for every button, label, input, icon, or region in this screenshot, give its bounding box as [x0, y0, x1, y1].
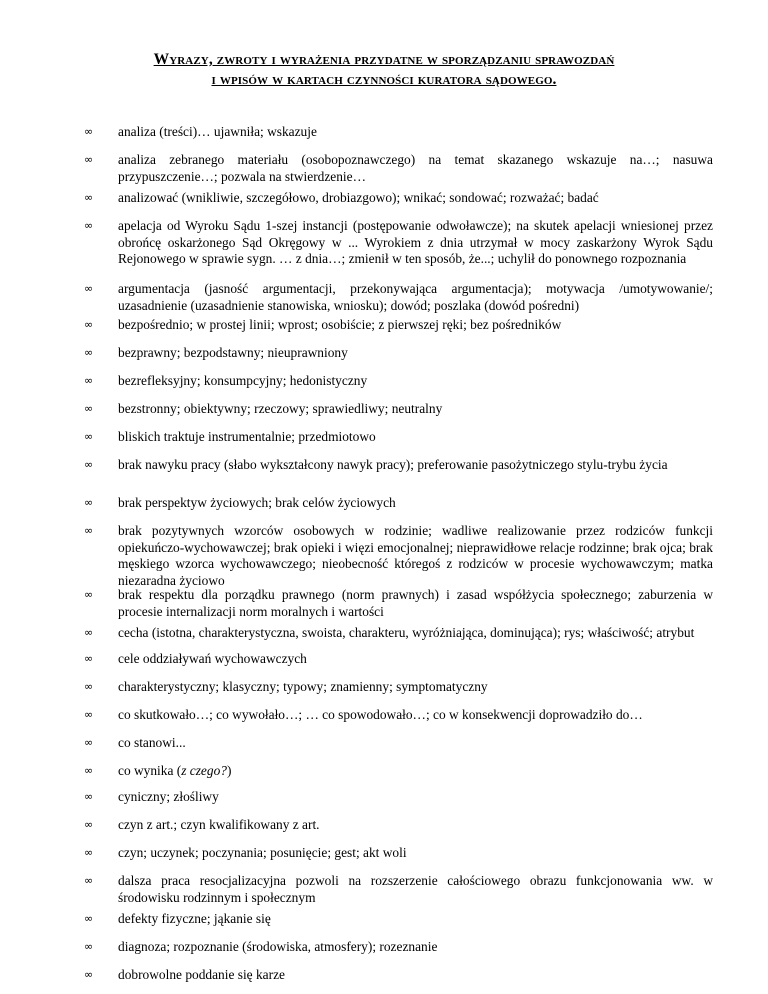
bullet-icon: ∞: [84, 402, 94, 415]
document-title-line-1: Wyrazy, zwroty i wyrażenia przydatne w sporządzaniu sprawozdań: [153, 51, 615, 68]
list-item: brak perspektyw życiowych; brak celów życiowych: [118, 495, 396, 510]
bullet-icon: ∞: [84, 680, 94, 693]
bullet-icon: ∞: [84, 940, 94, 953]
list-item: czyn; uczynek; poczynania; posunięcie; gest; akt woli: [118, 845, 407, 860]
bullet-icon: ∞: [84, 153, 94, 166]
bullet-icon: ∞: [84, 912, 94, 925]
bullet-icon: ∞: [84, 588, 94, 601]
bullet-icon: ∞: [84, 374, 94, 387]
bullet-icon: ∞: [84, 708, 94, 721]
list-item: dalsza praca resocjalizacyjna pozwoli na rozszerzenie całościowego obrazu funkcjonowania ww. w środowisku rodzinnym i społecznym: [118, 873, 713, 905]
bullet-icon: ∞: [84, 219, 94, 232]
bullet-icon: ∞: [84, 318, 94, 331]
bullet-icon: ∞: [84, 736, 94, 749]
list-item: analiza (treści)… ujawniła; wskazuje: [118, 124, 317, 139]
list-item: brak pozytywnych wzorców osobowych w rodzinie; wadliwe realizowanie przez rodziców funkcji opiekuńczo-wychowawczej; brak opieki i więzi emocjonalnej; nieprawidłowe relacje rodzinne; brak ojca; brak męskiego wzorca wychowawczego; nieobecność któregoś z rodziców w procesie wychowawczym; matka niezaradna życiowo: [118, 523, 713, 588]
list-item: co wynika (z czego?): [118, 763, 232, 778]
bullet-icon: ∞: [84, 125, 94, 138]
bullet-icon: ∞: [84, 818, 94, 831]
list-item: bezprawny; bezpodstawny; nieuprawniony: [118, 345, 348, 360]
list-item: diagnoza; rozpoznanie (środowiska, atmosfery); rozeznanie: [118, 939, 438, 954]
list-item: brak nawyku pracy (słabo wykształcony nawyk pracy); preferowanie pasożytniczego stylu-trybu życia: [118, 457, 668, 472]
bullet-icon: ∞: [84, 430, 94, 443]
list-item: charakterystyczny; klasyczny; typowy; znamienny; symptomatyczny: [118, 679, 488, 694]
list-item: analizować (wnikliwie, szczegółowo, drobiazgowo); wnikać; sondować; rozważać; badać: [118, 190, 599, 205]
bullet-icon: ∞: [84, 458, 94, 471]
list-item: czyn z art.; czyn kwalifikowany z art.: [118, 817, 320, 832]
bullet-icon: ∞: [84, 626, 94, 639]
bullet-icon: ∞: [84, 764, 94, 777]
bullet-icon: ∞: [84, 191, 94, 204]
bullet-icon: ∞: [84, 652, 94, 665]
list-item: defekty fizyczne; jąkanie się: [118, 911, 271, 926]
list-item: bezstronny; obiektywny; rzeczowy; sprawiedliwy; neutralny: [118, 401, 443, 416]
list-item: cyniczny; złośliwy: [118, 789, 219, 804]
bullet-icon: ∞: [84, 496, 94, 509]
list-item: co skutkowało…; co wywołało…; … co spowodowało…; co w konsekwencji doprowadziło do…: [118, 707, 643, 722]
bullet-icon: ∞: [84, 968, 94, 981]
list-item: analiza zebranego materiału (osobopoznawczego) na temat skazanego wskazuje na…; nasuwa przypuszczenie…; pozwala na stwierdzenie…: [118, 152, 713, 184]
bullet-icon: ∞: [84, 524, 94, 537]
list-item: bezrefleksyjny; konsumpcyjny; hedonistyczny: [118, 373, 368, 388]
list-item: co stanowi...: [118, 735, 186, 750]
bullet-icon: ∞: [84, 874, 94, 887]
document-title-line-2: i wpisów w kartach czynności kuratora sądowego.: [211, 71, 557, 88]
list-item: cele oddziaływań wychowawczych: [118, 651, 307, 666]
list-item: brak respektu dla porządku prawnego (norm prawnych) i zasad współżycia społecznego; zaburzenia w procesie internalizacji norm moralnych i wartości: [118, 587, 713, 619]
bullet-icon: ∞: [84, 346, 94, 359]
list-item: bezpośrednio; w prostej linii; wprost; osobiście; z pierwszej ręki; bez pośredników: [118, 317, 562, 332]
list-item: dobrowolne poddanie się karze: [118, 967, 285, 982]
bullet-icon: ∞: [84, 790, 94, 803]
list-item: argumentacja (jasność argumentacji, przekonywająca argumentacja); motywacja /umotywowanie/; uzasadnienie (uzasadnienie stanowiska, wniosku); dowód; poszlaka (dowód pośredni): [118, 281, 713, 313]
bullet-icon: ∞: [84, 282, 94, 295]
list-item: apelacja od Wyroku Sądu 1-szej instancji (postępowanie odwoławcze); na skutek apelacji wniesionej przez obrońcę oskarżonego Sąd Okręgowy w ... Wyrokiem z dnia utrzymał w mocy zaskarżony Wyrok Sądu Rejonowego w sprawie sygn. … z dnia…; zmienił w ten sposób, że...; uchylił do ponownego rozpoznania: [118, 218, 713, 267]
list-item: bliskich traktuje instrumentalnie; przedmiotowo: [118, 429, 376, 444]
bullet-icon: ∞: [84, 846, 94, 859]
list-item: cecha (istotna, charakterystyczna, swoista, charakteru, wyróżniająca, dominująca); rys; właściwość; atrybut: [118, 625, 695, 640]
